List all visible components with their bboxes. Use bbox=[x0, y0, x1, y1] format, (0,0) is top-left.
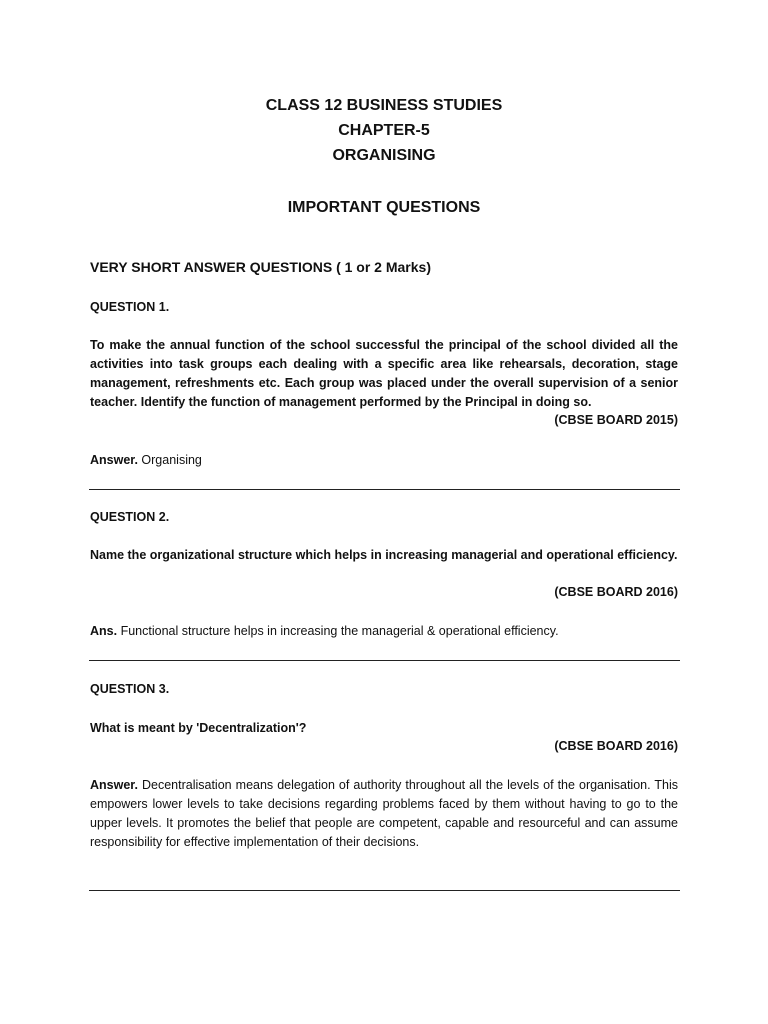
question-3-text: What is meant by 'Decentralization'? bbox=[90, 721, 307, 735]
answer-2-prefix: Ans. bbox=[90, 624, 118, 638]
question-2-text: Name the organizational structure which helps in increasing managerial and operational efficiency. bbox=[90, 548, 678, 562]
divider bbox=[89, 489, 680, 490]
divider bbox=[89, 890, 680, 891]
question-1-source: (CBSE BOARD 2015) bbox=[554, 413, 678, 427]
divider bbox=[89, 660, 680, 661]
question-3-answer bbox=[90, 776, 678, 852]
answer-3-prefix: Answer. bbox=[90, 778, 138, 792]
question-3-label: QUESTION 3. bbox=[90, 682, 170, 696]
doc-title-class: CLASS 12 BUSINESS STUDIES bbox=[265, 97, 503, 114]
question-2-answer bbox=[90, 622, 678, 641]
question-3-source: (CBSE BOARD 2016) bbox=[554, 739, 678, 753]
question-2-source: (CBSE BOARD 2016) bbox=[554, 585, 678, 599]
doc-title-topic: ORGANISING bbox=[332, 147, 436, 164]
answer-2-text: Functional structure helps in increasing the managerial & operational efficiency. bbox=[120, 624, 559, 638]
question-2-label: QUESTION 2. bbox=[90, 510, 170, 524]
question-1-text: To make the annual function of the school successful the principal of the school divided all the activities into task groups each dealing with a specific area like rehearsals, decoration, stage management, refreshments etc. Each group was placed under the overall supervision of a senior teacher. Identify the function of management performed by the Principal in doing so. bbox=[90, 338, 678, 409]
answer-1-text: Organising bbox=[141, 453, 202, 467]
doc-subtitle: IMPORTANT QUESTIONS bbox=[287, 199, 481, 216]
answer-3-text: Decentralisation means delegation of authority throughout all the levels of the organisation. This empowers lower levels to take decisions regarding problems faced by them without having to go to the upper levels. It promotes the belief that people are competent, capable and resourceful and can assume responsibility for effective implementation of their decisions. bbox=[90, 778, 678, 849]
answer-1-prefix: Answer. bbox=[90, 453, 138, 467]
section-heading: VERY SHORT ANSWER QUESTIONS ( 1 or 2 Marks) bbox=[90, 259, 431, 275]
question-1-label: QUESTION 1. bbox=[90, 300, 170, 314]
doc-title-chapter: CHAPTER-5 bbox=[338, 122, 430, 139]
question-1-answer bbox=[90, 451, 678, 470]
